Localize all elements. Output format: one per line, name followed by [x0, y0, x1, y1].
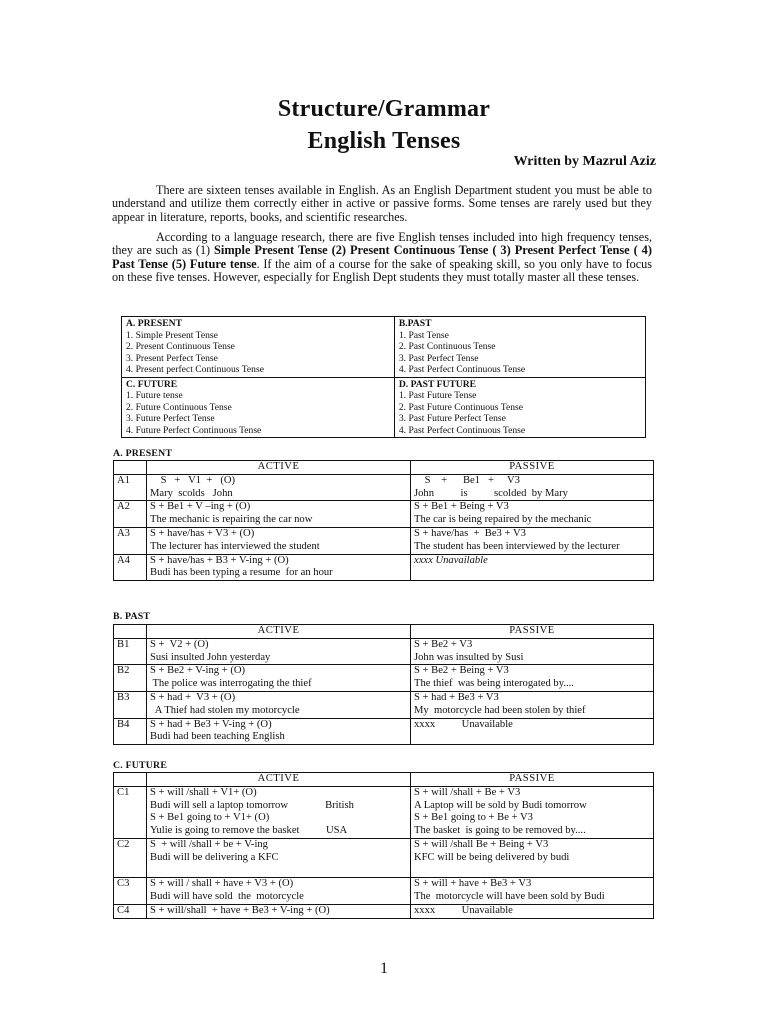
author-line: Written by Mazrul Aziz: [513, 154, 656, 169]
passive-line: The car is being repaired by the mechanic: [414, 514, 592, 526]
passive-header: PASSIVE: [411, 773, 654, 787]
tense-code: B3: [114, 691, 147, 718]
table-row: [114, 904, 654, 918]
active-line: Budi has been typing a resume for an hour: [150, 567, 333, 579]
table-row: [114, 527, 654, 554]
page-number: 1: [380, 960, 388, 977]
tense-code: A4: [114, 554, 147, 581]
active-cell: [147, 904, 411, 918]
summary-past-future-cell: [394, 377, 645, 438]
active-line: Budi will sell a laptop tomorrow British: [150, 799, 354, 811]
active-line: A Thief had stolen my motorcycle: [150, 704, 300, 716]
summary-item: 1. Past Future Tense: [398, 390, 477, 401]
tense-code: C3: [114, 878, 147, 905]
passive-line: The thief was being interogated by....: [414, 678, 574, 690]
active-line: The mechanic is repairing the car now: [150, 514, 313, 526]
table-header-row: [114, 461, 654, 475]
active-cell: [147, 878, 411, 905]
intro-p2-end: . If the aim of a course for the sake of speaking skill, so you only have to focus on these five tenses. However, especially for English Dept students they must totally master all these tenses.: [112, 256, 652, 284]
passive-line: S + have/has + Be3 + V3: [414, 527, 526, 539]
active-cell: [147, 665, 411, 692]
active-line: S + had + Be3 + V-ing + (O): [150, 718, 272, 730]
active-line: S + will /shall + V1+ (O): [150, 786, 257, 798]
summary-item: 4. Past Perfect Continuous Tense: [398, 364, 526, 375]
passive-cell: [411, 501, 654, 528]
summary-item: 3. Past Perfect Tense: [398, 352, 479, 364]
passive-line: John is scolded by Mary: [414, 487, 568, 499]
active-line: [150, 865, 407, 878]
intro-paragraph-1: There are sixteen tenses available in English. As an English Department student you must be able to understand and utilize them correctly either in active or passive forms. Some tenses are rarely used but they appear in literature, reports, books, and scientific researches.: [112, 183, 652, 224]
tense-summary-table: [121, 316, 646, 438]
header-blank-cell: [114, 461, 147, 475]
header-blank-cell: [114, 625, 147, 639]
active-line: S + had + V3 + (O): [150, 691, 236, 703]
section-heading-future: C. FUTURE: [113, 760, 168, 771]
active-cell: [147, 691, 411, 718]
document-subtitle: English Tenses: [307, 128, 461, 154]
passive-line: S + Be1 going to + Be + V3: [414, 812, 533, 824]
active-line: Susi insulted John yesterday: [150, 651, 271, 663]
tense-code: C2: [114, 838, 147, 877]
passive-cell: [411, 474, 654, 501]
passive-cell: [411, 718, 654, 745]
tense-code: B2: [114, 665, 147, 692]
passive-line: xxxx Unavailable: [414, 718, 513, 730]
table-row: [114, 501, 654, 528]
passive-line: S + Be1 + Being + V3: [414, 501, 509, 513]
table-row: [114, 786, 654, 838]
active-cell: [147, 527, 411, 554]
table-row: [114, 718, 654, 745]
active-line: Budi will have sold the motorcycle: [150, 891, 304, 903]
passive-line: S + will /shall + Be + V3: [414, 786, 521, 798]
active-line: S + Be1 + V –ing + (O): [150, 501, 251, 513]
active-line: Mary scolds John: [150, 487, 233, 499]
intro-p2-tenses: Simple Present Tense (2) Present Continuous Tense ( 3) Present Perfect Tense ( 4) Past Tense (5) Future tense: [112, 243, 652, 271]
active-line: The lecturer has interviewed the student: [150, 540, 320, 552]
active-line: S + will / shall + have + V3 + (O): [150, 878, 294, 890]
passive-cell: [411, 691, 654, 718]
active-line: S + will /shall + be + V-ing: [150, 838, 268, 850]
passive-cell: [411, 878, 654, 905]
summary-item: 1. Past Tense: [398, 329, 449, 341]
summary-heading: B.PAST: [398, 318, 432, 329]
passive-line: My motorcycle had been stolen by thief: [414, 704, 586, 716]
tense-code: A3: [114, 527, 147, 554]
present-tense-table: [113, 460, 654, 581]
table-row: [114, 838, 654, 877]
table-row: [114, 554, 654, 581]
active-cell: [147, 554, 411, 581]
passive-line: KFC will be being delivered by budi: [414, 851, 570, 863]
table-header-row: [114, 773, 654, 787]
active-line: The police was interrogating the thief: [150, 678, 312, 690]
active-header: ACTIVE: [147, 773, 411, 787]
summary-past-cell: [394, 317, 645, 378]
passive-line: [414, 865, 650, 878]
tense-code: A1: [114, 474, 147, 501]
header-blank-cell: [114, 773, 147, 787]
summary-item: 1. Simple Present Tense: [126, 329, 218, 341]
passive-cell: [411, 904, 654, 918]
passive-cell: [411, 786, 654, 838]
summary-item: 2. Present Continuous Tense: [126, 341, 235, 352]
table-row: [114, 691, 654, 718]
future-tense-table: [113, 772, 654, 919]
summary-item: 2. Future Continuous Tense: [126, 401, 232, 413]
passive-line: xxxx Unavailable: [414, 554, 488, 566]
passive-cell: [411, 665, 654, 692]
summary-item: 2. Past Future Continuous Tense: [398, 401, 523, 413]
tense-code: C1: [114, 786, 147, 838]
summary-present-cell: [122, 317, 395, 378]
summary-item: 4. Past Perfect Continuous Tense: [398, 424, 526, 436]
active-cell: [147, 638, 411, 665]
passive-header: PASSIVE: [411, 461, 654, 475]
passive-line: The motorcycle will have been sold by Budi: [414, 891, 605, 903]
passive-line: S + had + Be3 + V3: [414, 691, 499, 703]
summary-item: 4. Future Perfect Continuous Tense: [126, 424, 262, 436]
summary-item: 3. Past Future Perfect Tense: [398, 413, 506, 424]
passive-line: The basket is going to be removed by....: [414, 825, 586, 837]
passive-cell: [411, 638, 654, 665]
passive-line: A Laptop will be sold by Budi tomorrow: [414, 799, 587, 811]
passive-line: S + will + have + Be3 + V3: [414, 878, 532, 890]
section-heading-past: B. PAST: [113, 611, 151, 622]
active-line: S + Be2 + V-ing + (O): [150, 665, 246, 677]
table-header-row: [114, 625, 654, 639]
summary-item: 4. Present perfect Continuous Tense: [126, 364, 264, 375]
summary-heading: D. PAST FUTURE: [398, 378, 477, 390]
summary-item: 3. Present Perfect Tense: [126, 352, 218, 364]
summary-future-cell: [122, 377, 395, 438]
table-row: [114, 878, 654, 905]
section-heading-present: A. PRESENT: [113, 448, 173, 459]
active-line: S + have/has + V3 + (O): [150, 527, 255, 539]
passive-header: PASSIVE: [411, 625, 654, 639]
summary-heading: C. FUTURE: [126, 378, 178, 390]
active-line: Budi had been teaching English: [150, 731, 285, 743]
intro-p2-start: According to a language research, there are five English tenses included into high frequency tenses, they are such as (1): [112, 230, 652, 258]
passive-cell: [411, 527, 654, 554]
active-line: S + V2 + (O): [150, 638, 209, 650]
summary-item: 2. Past Continuous Tense: [398, 341, 496, 352]
passive-line: S + Be2 + Being + V3: [414, 665, 509, 677]
summary-heading: A. PRESENT: [126, 318, 182, 329]
passive-line: xxxx Unavailable: [414, 904, 513, 916]
tense-code: C4: [114, 904, 147, 918]
passive-line: S + will /shall Be + Being + V3: [414, 838, 549, 850]
passive-line: John was insulted by Susi: [414, 651, 524, 663]
active-line: Yulie is going to remove the basket USA: [150, 825, 348, 837]
passive-cell: [411, 554, 654, 581]
summary-item: 3. Future Perfect Tense: [126, 413, 215, 424]
table-row: [114, 638, 654, 665]
tense-code: B1: [114, 638, 147, 665]
active-line: Budi will be delivering a KFC: [150, 851, 279, 863]
active-cell: [147, 474, 411, 501]
summary-item: 1. Future tense: [126, 390, 183, 401]
active-cell: [147, 718, 411, 745]
tense-code: A2: [114, 501, 147, 528]
active-line: S + have/has + B3 + V-ing + (O): [150, 554, 289, 566]
passive-line: The student has been interviewed by the lecturer: [414, 540, 620, 552]
active-header: ACTIVE: [147, 625, 411, 639]
active-cell: [147, 786, 411, 838]
table-row: [114, 665, 654, 692]
passive-line: S + Be1 + V3: [414, 474, 520, 486]
passive-line: S + Be2 + V3: [414, 638, 473, 650]
active-line: S + V1 + (O): [150, 474, 236, 486]
document-title: Structure/Grammar: [277, 96, 491, 122]
passive-cell: [411, 838, 654, 877]
active-line: S + Be1 going to + V1+ (O): [150, 812, 270, 824]
active-cell: [147, 501, 411, 528]
active-header: ACTIVE: [147, 461, 411, 475]
active-cell: [147, 838, 411, 877]
tense-code: B4: [114, 718, 147, 745]
table-row: [114, 474, 654, 501]
intro-paragraph-2: [112, 231, 652, 284]
past-tense-table: [113, 624, 654, 745]
active-line: S + will/shall + have + Be3 + V-ing + (O): [150, 904, 330, 916]
